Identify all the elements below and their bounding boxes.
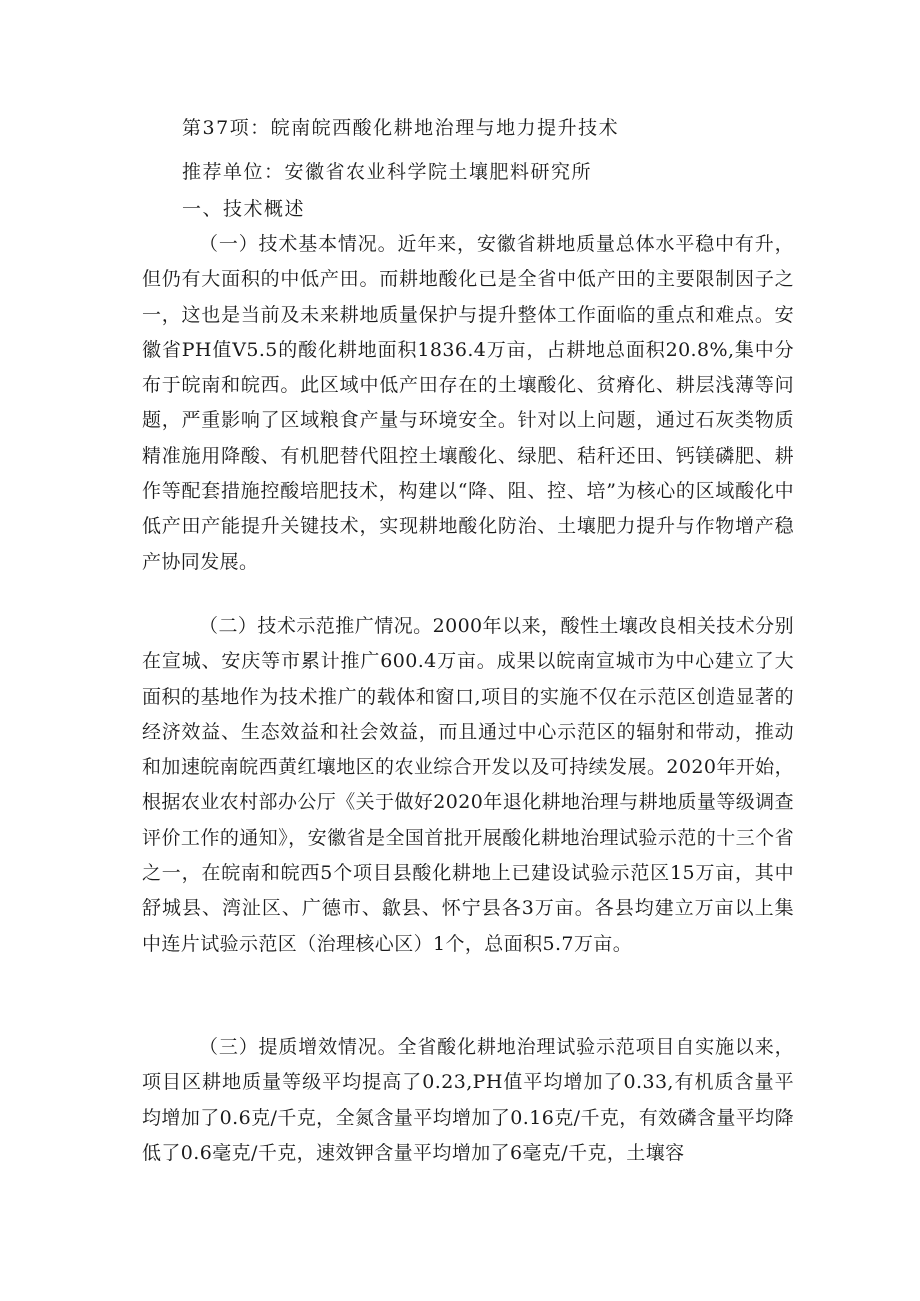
section-heading: 一、技术概述: [182, 198, 306, 220]
document-title: 第37项：皖南皖西酸化耕地治理与地力提升技术: [182, 117, 620, 139]
recommending-unit: 推荐单位：安徽省农业科学院土壤肥料研究所: [182, 161, 593, 183]
paragraph-quality-improvement: （三）提质增效情况。全省酸化耕地治理试验示范项目自实施以来，项目区耕地质量等级平均提高了0.23,PH值平均增加了0.33,有机质含量平均增加了0.6克/千克，全氮含量平均增加了0.16克/千克，有效磷含量平均降低了0.6毫克/千克，速效钾含量平均增加了6毫克/千克，土壤容: [142, 1036, 794, 1164]
paragraph-basic-situation: （一）技术基本情况。近年来，安徽省耕地质量总体水平稳中有升，但仍有大面积的中低产田。而耕地酸化已是全省中低产田的主要限制因子之一，这也是当前及未来耕地质量保护与提升整体工作面临的重点和难点。安徽省PH值V5.5的酸化耕地面积1836.4万亩，占耕地总面积20.8%,集中分布于皖南和皖西。此区域中低产田存在的土壤酸化、贫瘠化、耕层浅薄等问题，严重影响了区域粮食产量与环境安全。针对以上问题，通过石灰类物质精准施用降酸、有机肥替代阻控土壤酸化、绿肥、秸秆还田、钙镁磷肥、耕作等配套措施控酸培肥技术，构建以“降、阻、控、培”为核心的区域酸化中低产田产能提升关键技术，实现耕地酸化防治、土壤肥力提升与作物增产稳产协同发展。: [142, 233, 794, 573]
paragraph-demonstration: （二）技术示范推广情况。2000年以来，酸性土壤改良相关技术分别在宣城、安庆等市累计推广600.4万亩。成果以皖南宣城市为中心建立了大面积的基地作为技术推广的载体和窗口,项目的实施不仅在示范区创造显著的经济效益、生态效益和社会效益，而且通过中心示范区的辐射和带动，推动和加速皖南皖西黄红壤地区的农业综合开发以及可持续发展。2020年开始，根据农业农村部办公厅《关于做好2020年退化耕地治理与耕地质量等级调查评价工作的通知》，安徽省是全国首批开展酸化耕地治理试验示范的十三个省之一，在皖南和皖西5个项目县酸化耕地上已建设试验示范区15万亩，其中舒城县、湾沚区、广德市、歙县、怀宁县各3万亩。各县均建立万亩以上集中连片试验示范区（治理核心区）1个，总面积5.7万亩。: [142, 615, 794, 955]
